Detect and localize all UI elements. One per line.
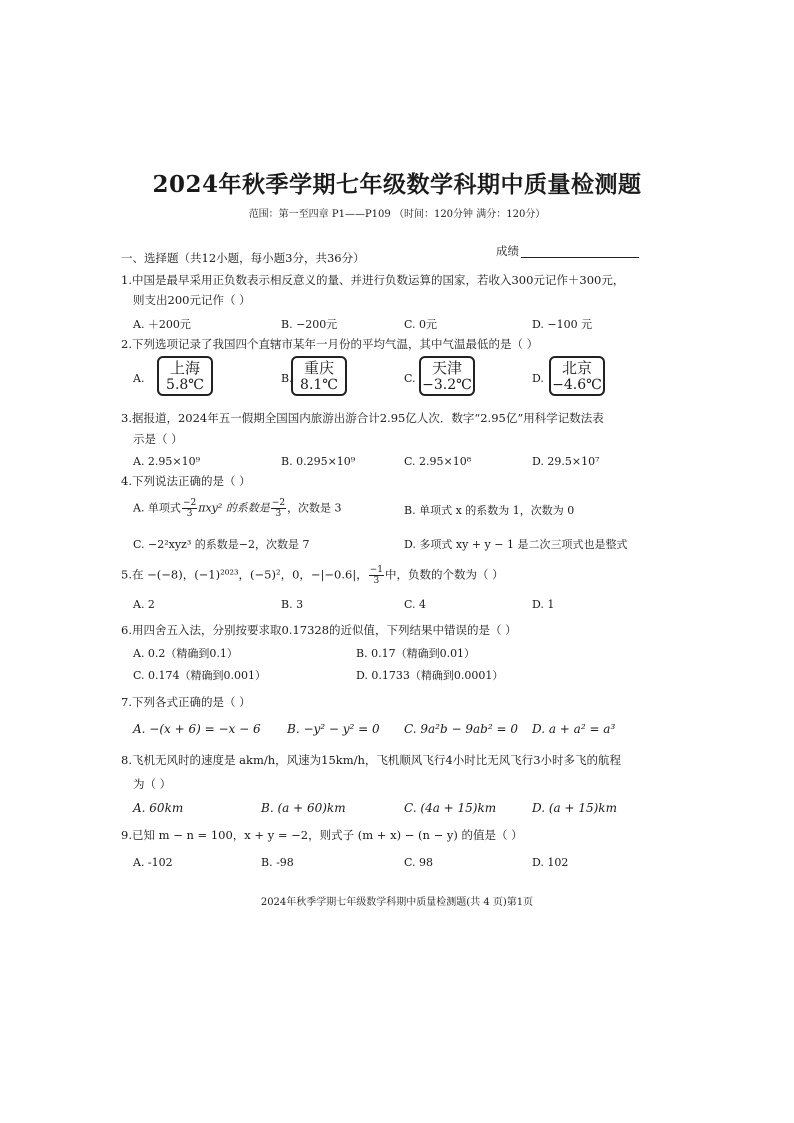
q1-option-a: A. ＋200元 xyxy=(133,318,191,331)
q5-option-d: D. 1 xyxy=(532,598,555,611)
exam-subtitle: 范围：第一至四章 P1——P109 （时间：120分钟 满分：120分） xyxy=(248,209,546,220)
q2-option-a-card xyxy=(157,356,213,396)
q2-stem: 2.下列选项记录了我国四个直辖市某年一月份的平均气温，其中气温最低的是（ ） xyxy=(121,337,539,351)
q5-option-b: B. 3 xyxy=(281,598,304,611)
q4-option-a-prefix: A. 单项式 xyxy=(133,501,181,515)
q5-option-a: A. 2 xyxy=(133,598,155,611)
q7-option-a: A. −(x + 6) = −x − 6 xyxy=(133,722,261,736)
q2-option-a-letter: A. xyxy=(133,372,145,385)
q4-option-d: D. 多项式 xy + y − 1 是二次三项式也是整式 xyxy=(404,538,628,551)
q2-option-b-card xyxy=(291,356,347,396)
score-field xyxy=(496,243,639,259)
q3-stem-line2: 示是（ ） xyxy=(133,432,183,446)
q2-option-b-temp: 8.1℃ xyxy=(300,377,338,393)
q1-option-c: C. 0元 xyxy=(404,318,438,331)
q2-option-b-city: 重庆 xyxy=(303,359,334,377)
q2-option-d-letter: D. xyxy=(532,372,544,385)
section-title: 一、选择题（共12小题，每小题3分，共36分） xyxy=(121,251,365,265)
q9-option-b: B. -98 xyxy=(261,856,294,869)
q6-option-b: B. 0.17（精确到0.01） xyxy=(356,647,476,660)
q4-option-b: B. 单项式 x 的系数为 1，次数为 0 xyxy=(404,504,575,517)
q2-option-d-city: 北京 xyxy=(561,359,592,377)
q3-option-c: C. 2.95×10⁸ xyxy=(404,455,472,468)
q6-option-c: C. 0.174（精确到0.001） xyxy=(133,669,266,682)
q7-stem: 7.下列各式正确的是（ ） xyxy=(121,695,251,709)
q2-option-d-temp: −4.6℃ xyxy=(552,377,602,393)
q5-stem xyxy=(121,565,504,586)
q3-option-d: D. 29.5×10⁷ xyxy=(532,455,600,468)
q3-option-b: B. 0.295×10⁹ xyxy=(281,455,356,468)
q3-option-a: A. 2.95×10⁹ xyxy=(133,455,201,468)
q2-option-a-city: 上海 xyxy=(169,359,200,377)
q6-option-a: A. 0.2（精确到0.1） xyxy=(133,647,238,660)
q6-stem: 6.用四舍五入法，分别按要求取0.17328的近似值，下列结果中错误的是（ ） xyxy=(121,623,517,637)
q8-option-b: B. (a + 60)km xyxy=(261,801,346,815)
q1-option-b: B. −200元 xyxy=(281,318,338,331)
q4-stem: 4.下列说法正确的是（ ） xyxy=(121,474,251,488)
q5-stem-prefix: 5.在 −(−8)，(−1)²⁰²³，(−5)²，0，−|−0.6|， xyxy=(121,567,368,582)
q4-fraction-2: $\frac{-2}{3}$ xyxy=(271,498,286,519)
q9-option-c: C. 98 xyxy=(404,856,434,869)
q2-option-c-card xyxy=(419,356,475,396)
q5-stem-suffix: 中，负数的个数为（ ） xyxy=(385,567,504,582)
q8-stem-line1: 8.飞机无风时的速度是 akm/h，风速为15km/h，飞机顺风飞行4小时比无风飞行3小时多飞的航程 xyxy=(121,753,622,767)
q8-option-a: A. 60km xyxy=(133,801,184,815)
q4-option-c: C. −2²xyz³ 的系数是−2，次数是 7 xyxy=(133,538,310,551)
q5-option-c: C. 4 xyxy=(404,598,427,611)
q2-option-b-letter: B. xyxy=(281,372,293,385)
page-footer: 2024年秋季学期七年级数学科期中质量检测题(共 4 页)第1页 xyxy=(260,897,534,908)
q4-option-a-suffix: ，次数是 3 xyxy=(287,501,342,515)
q1-option-d: D. −100 元 xyxy=(532,318,593,331)
q5-fraction: $\frac{-1}{3}$ xyxy=(369,565,383,586)
q8-stem-line2: 为（ ） xyxy=(133,777,172,791)
q2-option-c-temp: −3.2℃ xyxy=(422,377,472,393)
q2-option-d-card xyxy=(549,356,605,396)
q9-option-d: D. 102 xyxy=(532,856,569,869)
q4-option-a xyxy=(133,498,342,519)
q8-option-c: C. (4a + 15)km xyxy=(404,801,497,815)
q8-option-d: D. (a + 15)km xyxy=(532,801,617,815)
q7-option-c: C. 9a²b − 9ab² = 0 xyxy=(404,722,518,736)
score-blank xyxy=(521,257,639,258)
q4-fraction-1: $\frac{-2}{3}$ xyxy=(182,498,197,519)
q7-option-d: D. a + a² = a³ xyxy=(532,722,616,736)
q9-stem: 9.已知 m − n = 100，x + y = −2，则式子 (m + x) − (n − y) 的值是（ ） xyxy=(121,828,523,842)
score-label: 成绩 xyxy=(496,244,519,258)
q3-stem-line1: 3.据报道，2024年五一假期全国国内旅游出游合计2.95亿人次．数字“2.95亿”用科学记数法表 xyxy=(121,411,604,425)
q2-option-c-city: 天津 xyxy=(431,359,462,377)
q2-option-a-temp: 5.8℃ xyxy=(166,377,204,393)
q7-option-b: B. −y² − y² = 0 xyxy=(287,722,380,736)
q6-option-d: D. 0.1733（精确到0.0001） xyxy=(356,669,504,682)
q4-option-a-middle: πxy² 的系数是 xyxy=(198,501,270,515)
q2-option-c-letter: C. xyxy=(404,372,416,385)
q1-stem-line2: 则支出200元记作（ ） xyxy=(133,293,251,307)
exam-title: 2024年秋季学期七年级数学科期中质量检测题 xyxy=(152,171,642,198)
q1-stem-line1: 1.中国是最早采用正负数表示相反意义的量、并进行负数运算的国家，若收入300元记作＋300元， xyxy=(121,273,625,287)
q9-option-a: A. -102 xyxy=(133,856,173,869)
